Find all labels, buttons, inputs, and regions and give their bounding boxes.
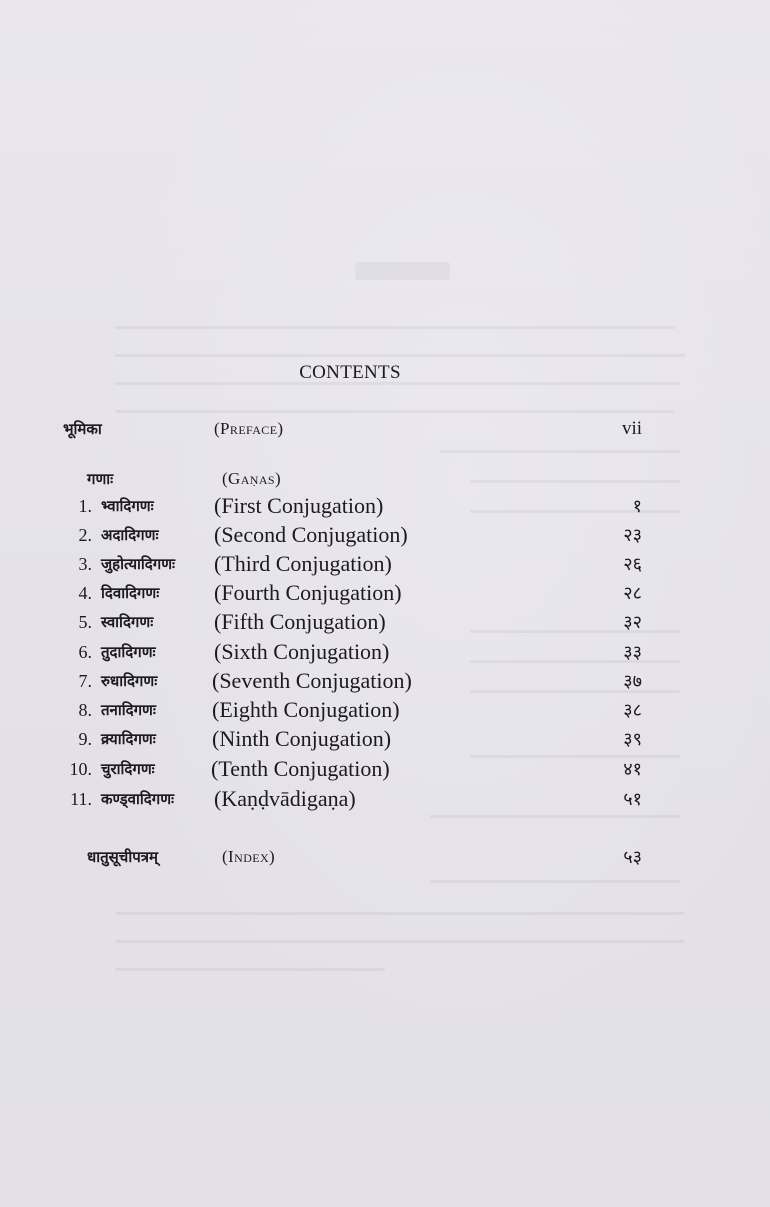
preface-english: (Preface): [214, 419, 284, 438]
show-through-line: [115, 912, 685, 915]
entry-number: 3.: [78, 554, 92, 574]
entry-sanskrit: चुरादिगणः: [101, 760, 155, 778]
toc-entry-row: [0, 638, 770, 666]
entry-sanskrit: अदादिगणः: [101, 526, 159, 544]
entry-number: 10.: [69, 759, 92, 779]
entry-english: (Sixth Conjugation): [214, 639, 390, 664]
entry-english: (Fifth Conjugation): [214, 609, 386, 634]
show-through-line: [115, 940, 685, 943]
show-through-line: [430, 815, 680, 818]
entry-english: (First Conjugation): [214, 493, 384, 518]
show-through-line: [430, 880, 680, 883]
entry-sanskrit: रुधादिगणः: [101, 672, 158, 690]
entry-english: (Seventh Conjugation): [212, 668, 412, 693]
entry-page: १: [632, 496, 642, 516]
toc-entry-row: [0, 608, 770, 636]
entry-english: (Third Conjugation): [214, 551, 392, 576]
entry-page: २३: [623, 525, 642, 545]
show-through-line: [115, 354, 685, 357]
index-page: ५३: [623, 847, 642, 867]
entry-sanskrit: जुहोत्यादिगणः: [101, 555, 176, 573]
toc-entry-row: [0, 785, 770, 813]
entry-english: (Eighth Conjugation): [212, 697, 400, 722]
entry-number: 6.: [78, 642, 92, 662]
entry-sanskrit: तनादिगणः: [101, 701, 156, 719]
toc-preface-row: [0, 415, 770, 443]
preface-sanskrit: भूमिका: [63, 420, 102, 438]
entry-number: 2.: [78, 525, 92, 545]
toc-entry-row: [0, 492, 770, 520]
entry-sanskrit: दिवादिगणः: [101, 584, 160, 602]
show-through-heading: [355, 262, 450, 280]
entry-page: ३८: [623, 700, 642, 720]
ganas-sanskrit: गणाः: [87, 470, 114, 488]
entry-number: 11.: [70, 789, 92, 809]
entry-page: २८: [623, 583, 642, 603]
index-sanskrit: धातुसूचीपत्रम्: [87, 848, 158, 866]
entry-page: ४१: [623, 759, 642, 779]
entry-page: ३७: [623, 671, 642, 691]
entry-number: 8.: [78, 700, 92, 720]
entry-number: 9.: [78, 729, 92, 749]
entry-english: (Kaṇḍvādigaṇa): [214, 786, 356, 811]
toc-ganas-header-row: [0, 465, 770, 493]
entry-english: (Tenth Conjugation): [211, 756, 390, 781]
show-through-line: [440, 450, 680, 453]
show-through-line: [115, 968, 385, 971]
contents-heading: CONTENTS: [299, 362, 401, 383]
preface-page: vii: [621, 418, 642, 439]
entry-page: ५१: [623, 789, 642, 809]
entry-sanskrit: कण्ड्वादिगणः: [101, 790, 175, 808]
entry-number: 1.: [78, 496, 92, 516]
toc-entry-row: [0, 667, 770, 695]
entry-page: २६: [623, 554, 642, 574]
entry-number: 5.: [78, 612, 92, 632]
toc-entry-row: [0, 550, 770, 578]
toc-index-row: [0, 843, 770, 871]
entry-sanskrit: तुदादिगणः: [101, 643, 156, 661]
entry-page: ३९: [623, 729, 642, 749]
entry-page: ३२: [623, 612, 642, 632]
toc-entry-row: [0, 696, 770, 724]
entry-sanskrit: भ्वादिगणः: [101, 497, 154, 515]
entry-english: (Second Conjugation): [214, 522, 408, 547]
index-english: (Index): [222, 847, 276, 866]
entry-sanskrit: स्वादिगणः: [101, 613, 154, 631]
entry-number: 7.: [78, 671, 92, 691]
entry-sanskrit: क्र्यादिगणः: [101, 730, 156, 748]
entry-number: 4.: [78, 583, 92, 603]
ganas-english: (Gaṇas): [222, 469, 282, 488]
entry-english: (Ninth Conjugation): [212, 726, 392, 751]
show-through-line: [115, 410, 675, 413]
toc-entry-row: [0, 579, 770, 607]
entry-english: (Fourth Conjugation): [214, 580, 402, 605]
toc-entry-row: [0, 521, 770, 549]
show-through-line: [115, 326, 675, 329]
toc-entry-row: [0, 755, 770, 783]
toc-entry-row: [0, 725, 770, 753]
entry-page: ३३: [623, 642, 642, 662]
